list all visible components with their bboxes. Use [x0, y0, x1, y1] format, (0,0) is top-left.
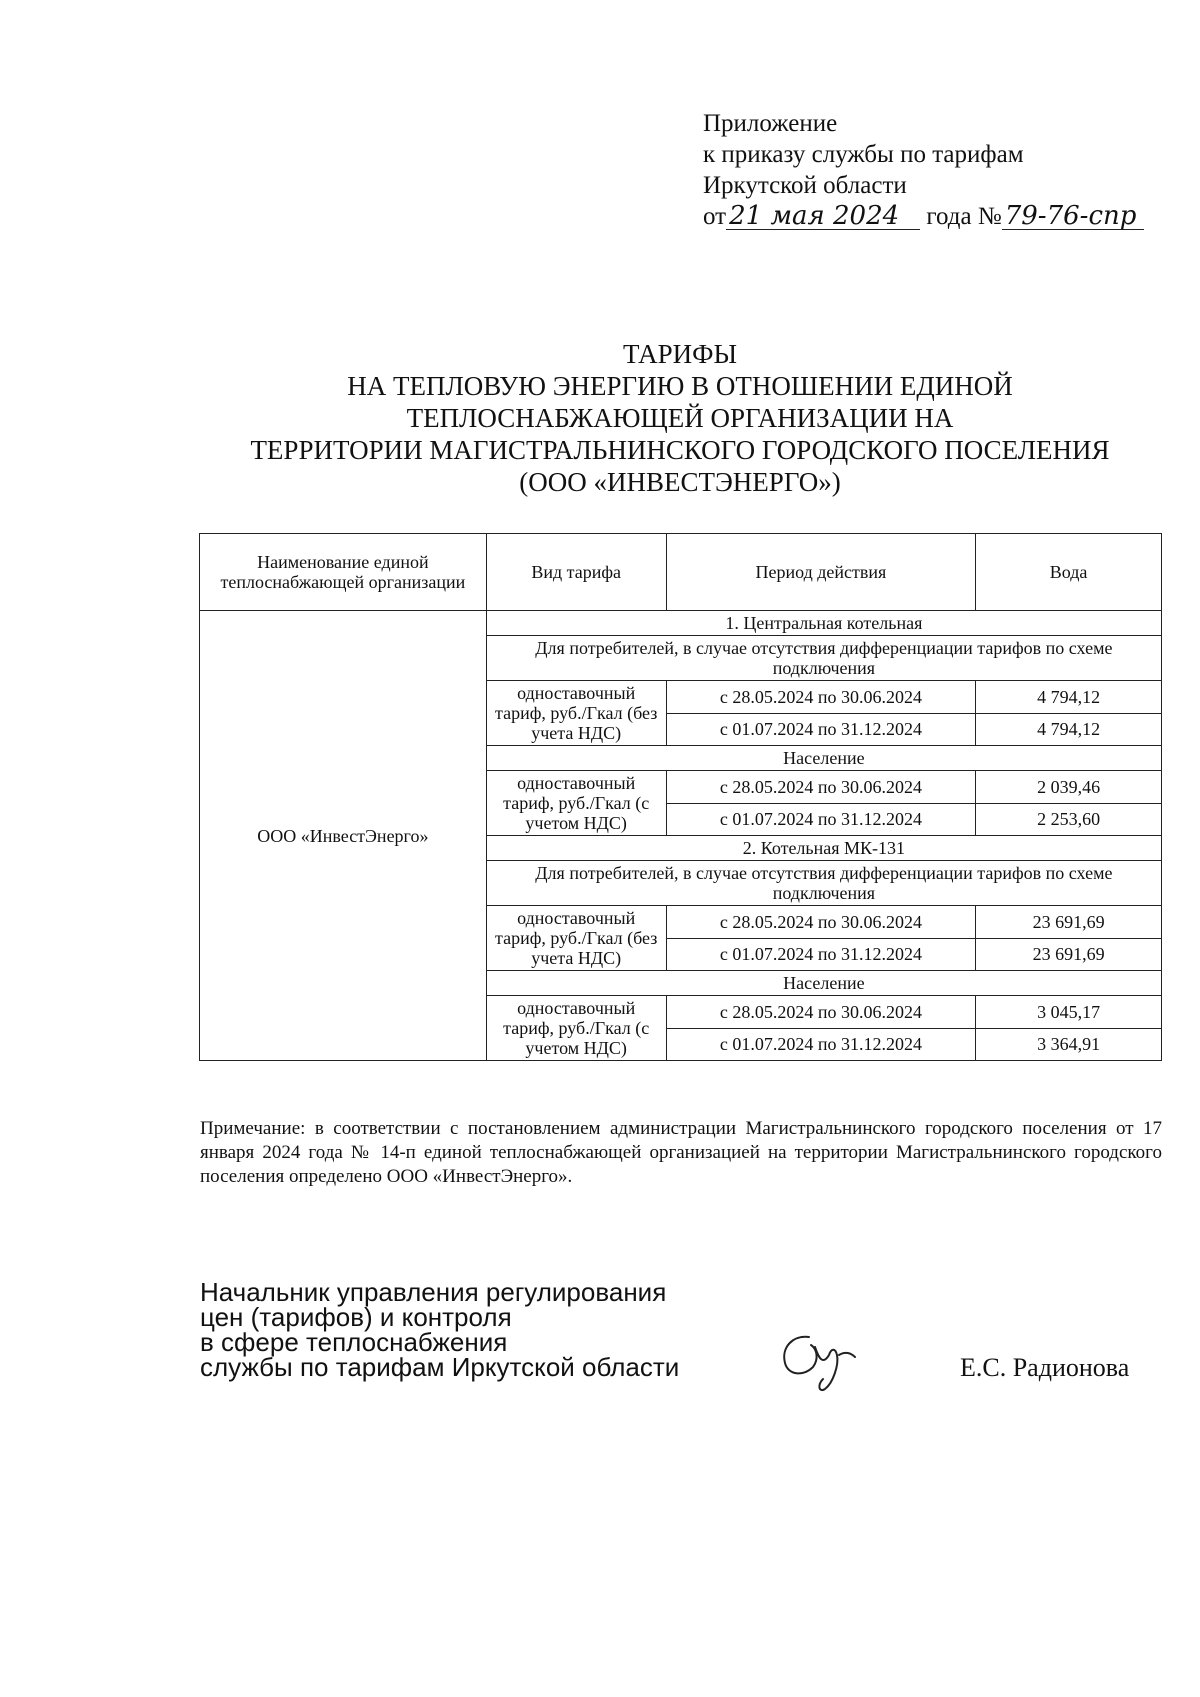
value-cell: 23 691,69 [976, 938, 1162, 971]
period-cell: с 28.05.2024 по 30.06.2024 [666, 771, 976, 804]
tariffs-table [199, 533, 1162, 1061]
value-cell: 3 045,17 [976, 996, 1162, 1029]
appendix-line-3: Иркутской области [703, 172, 907, 199]
signer-line-1: Начальник управления регулирования [200, 1277, 667, 1307]
appendix-line-4 [703, 201, 1144, 232]
period-cell: с 28.05.2024 по 30.06.2024 [666, 906, 976, 939]
section-title: 1. Центральная котельная [486, 611, 1161, 636]
signer-position [200, 1277, 680, 1382]
value-cell: 2 253,60 [976, 803, 1162, 836]
period-cell: с 01.07.2024 по 31.12.2024 [666, 713, 976, 746]
header-tariff-type: Вид тарифа [486, 534, 666, 611]
value-cell: 23 691,69 [976, 906, 1162, 939]
signer-line-4: службы по тарифам Иркутской области [200, 1352, 680, 1382]
appendix-year-label: года № [926, 203, 1002, 230]
signer-line-2: цен (тарифов) и контроля [200, 1302, 512, 1332]
table-header-row [200, 534, 1162, 611]
period-cell: с 01.07.2024 по 31.12.2024 [666, 938, 976, 971]
tariff-type-cell: одноставочный тариф, руб./Гкал (без учета НДС) [486, 681, 666, 746]
group-title: Для потребителей, в случае отсутствия дифференциации тарифов по схеме подключения [486, 636, 1161, 681]
value-cell: 4 794,12 [976, 681, 1162, 714]
tariff-type-cell: одноставочный тариф, руб./Гкал (с учетом НДС) [486, 771, 666, 836]
title-line-3: ТЕПЛОСНАБЖАЮЩЕЙ ОРГАНИЗАЦИИ НА [406, 403, 954, 433]
document-title [200, 338, 1160, 498]
header-period: Период действия [666, 534, 976, 611]
period-cell: с 01.07.2024 по 31.12.2024 [666, 803, 976, 836]
period-cell: с 01.07.2024 по 31.12.2024 [666, 1028, 976, 1061]
title-line-5: (ООО «ИНВЕСТЭНЕРГО») [519, 467, 841, 497]
signer-name: Е.С. Радионова [960, 1353, 1130, 1382]
header-organization: Наименование единой теплоснабжающей организации [200, 534, 487, 611]
title-line-1: ТАРИФЫ [622, 339, 738, 369]
value-cell: 3 364,91 [976, 1028, 1162, 1061]
handwritten-signature-icon [775, 1325, 875, 1400]
title-line-4: ТЕРРИТОРИИ МАГИСТРАЛЬНИНСКОГО ГОРОДСКОГО ПОСЕЛЕНИЯ [250, 435, 1110, 465]
footnote: Примечание: в соответствии с постановлением администрации Магистральнинского городского поселения от 17 января 2024 года № 14-п единой теплоснабжающей организацией на территории Магистральнинского городского поселения определено ООО «ИнвестЭнерго». [200, 1118, 1162, 1187]
section-title: 2. Котельная МК-131 [486, 836, 1161, 861]
value-cell: 2 039,46 [976, 771, 1162, 804]
appendix-number-handwritten: 79-76-спр [1002, 203, 1144, 230]
header-water: Вода [976, 534, 1162, 611]
appendix-block [703, 108, 1144, 232]
appendix-line-1: Приложение [703, 110, 838, 137]
appendix-date-handwritten: 21 мая 2024 [726, 203, 920, 230]
value-cell: 4 794,12 [976, 713, 1162, 746]
appendix-line-2: к приказу службы по тарифам [703, 141, 1024, 168]
period-cell: с 28.05.2024 по 30.06.2024 [666, 996, 976, 1029]
group-title: Население [486, 971, 1161, 996]
title-line-2: НА ТЕПЛОВУЮ ЭНЕРГИЮ В ОТНОШЕНИИ ЕДИНОЙ [347, 371, 1013, 401]
section-row [200, 611, 1162, 636]
group-title: Население [486, 746, 1161, 771]
appendix-from-label: от [703, 203, 727, 230]
signer-line-3: в сфере теплоснабжения [200, 1327, 508, 1357]
tariff-type-cell: одноставочный тариф, руб./Гкал (с учетом НДС) [486, 996, 666, 1061]
tariff-type-cell: одноставочный тариф, руб./Гкал (без учета НДС) [486, 906, 666, 971]
group-title: Для потребителей, в случае отсутствия дифференциации тарифов по схеме подключения [486, 861, 1161, 906]
period-cell: с 28.05.2024 по 30.06.2024 [666, 681, 976, 714]
organization-cell: ООО «ИнвестЭнерго» [200, 611, 487, 1061]
